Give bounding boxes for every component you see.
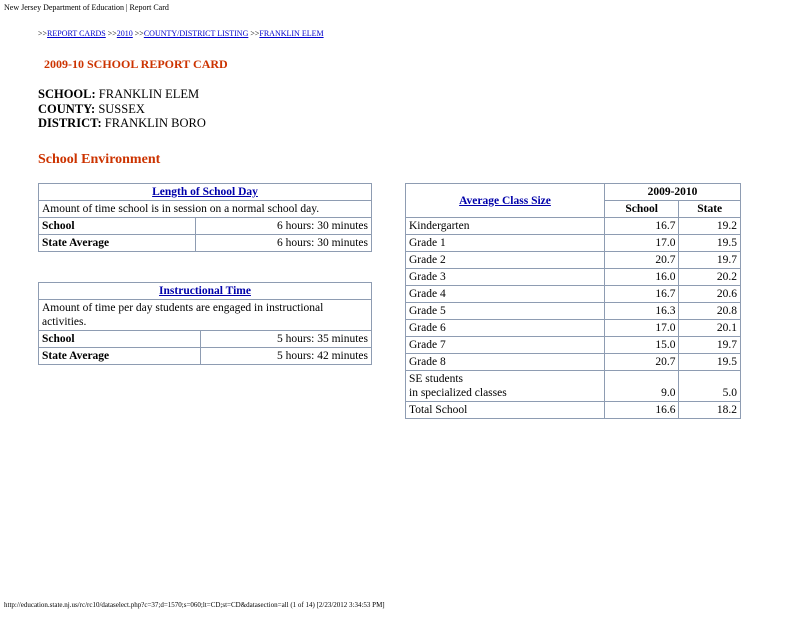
district-value: FRANKLIN BORO [104,116,206,130]
school-value: 17.0 [605,320,678,336]
row-label: School [39,331,200,347]
se-label-line2: in specialized classes [409,387,507,399]
breadcrumb-sep: >> [38,29,48,38]
school-value: 16.7 [605,286,678,302]
school-value: 20.7 [605,354,678,370]
table-row [406,320,740,336]
table-row [406,337,740,353]
table-row [39,235,371,251]
breadcrumb-county-district-listing[interactable]: COUNTY/DISTRICT LISTING [143,29,249,38]
grade-label: Grade 6 [406,320,604,336]
breadcrumb-franklin-elem[interactable]: FRANKLIN ELEM [259,29,324,38]
table-row [406,218,740,234]
length-of-school-day-link[interactable]: Length of School Day [152,186,258,198]
school-label: SCHOOL: [38,87,96,101]
district-label: DISTRICT: [38,116,102,130]
school-value: 16.3 [605,303,678,319]
row-value: 6 hours: 30 minutes [196,218,371,234]
row-label: School [39,218,195,234]
table-row [406,252,740,268]
grade-label: Grade 1 [406,235,604,251]
breadcrumb [38,29,324,38]
average-class-size-link[interactable]: Average Class Size [459,194,551,207]
grade-label: Grade 7 [406,337,604,353]
state-value: 19.5 [679,354,740,370]
state-column-header: State [679,201,740,217]
breadcrumb-sep: >> [107,29,117,38]
length-of-school-day-table [38,183,372,252]
state-value: 19.7 [679,252,740,268]
state-value: 19.7 [679,337,740,353]
grade-label: Grade 3 [406,269,604,285]
report-title: 2009-10 SCHOOL REPORT CARD [44,57,228,71]
average-class-size-table [405,183,741,419]
breadcrumb-sep: >> [250,29,260,38]
school-value: 20.7 [605,252,678,268]
state-value: 19.2 [679,218,740,234]
state-value: 20.6 [679,286,740,302]
table-row [406,286,740,302]
state-value: 5.0 [679,371,740,401]
instructional-time-link[interactable]: Instructional Time [159,285,251,297]
average-class-size-header [406,184,604,217]
row-label: State Average [39,235,195,251]
school-info [38,87,206,131]
table-row [39,348,371,364]
year-header: 2009-2010 [605,184,740,200]
school-value: 16.6 [605,402,678,418]
table-row-total [406,402,740,418]
table-row [39,218,371,234]
county-line [38,102,206,117]
print-header: New Jersey Department of Education | Report Card [4,3,169,12]
print-footer: http://education.state.nj.us/rc/rc10/dataselect.php?c=37;d=1570;s=060;lt=CD;st=CD&datasection=all (1 of 14) [2/23/2012 3:34:53 PM] [4,601,385,609]
total-label: Total School [406,402,604,418]
instructional-time-description: Amount of time per day students are engaged in instructional activities. [39,300,371,330]
school-value: 15.0 [605,337,678,353]
instructional-time-header [39,283,371,299]
county-value: SUSSEX [98,101,145,116]
table-row [39,331,371,347]
row-value: 5 hours: 35 minutes [201,331,371,347]
state-value: 20.1 [679,320,740,336]
table-row [406,303,740,319]
grade-label: Grade 2 [406,252,604,268]
school-line [38,87,206,102]
district-line [38,116,206,131]
county-label: COUNTY: [38,101,96,116]
school-value: 17.0 [605,235,678,251]
length-of-school-day-description: Amount of time school is in session on a normal school day. [39,201,371,217]
se-label-line1: SE students [409,373,463,385]
school-value: 16.7 [605,218,678,234]
breadcrumb-sep: >> [134,29,144,38]
school-value: 9.0 [605,371,678,401]
instructional-time-table [38,282,372,365]
section-title: School Environment [38,152,161,167]
se-label [406,371,604,401]
length-of-school-day-header [39,184,371,200]
school-value: FRANKLIN ELEM [98,87,200,101]
table-row-se [406,371,740,401]
grade-label: Grade 5 [406,303,604,319]
breadcrumb-report-cards[interactable]: REPORT CARDS [47,29,106,38]
table-row [406,269,740,285]
state-value: 20.2 [679,269,740,285]
row-label: State Average [39,348,200,364]
row-value: 5 hours: 42 minutes [201,348,371,364]
state-value: 20.8 [679,303,740,319]
table-row [406,235,740,251]
table-row [406,354,740,370]
breadcrumb-2010[interactable]: 2010 [116,29,133,38]
state-value: 19.5 [679,235,740,251]
row-value: 6 hours: 30 minutes [196,235,371,251]
grade-label: Grade 8 [406,354,604,370]
school-value: 16.0 [605,269,678,285]
grade-label: Kindergarten [406,218,604,234]
school-column-header: School [605,201,678,217]
grade-label: Grade 4 [406,286,604,302]
state-value: 18.2 [679,402,740,418]
